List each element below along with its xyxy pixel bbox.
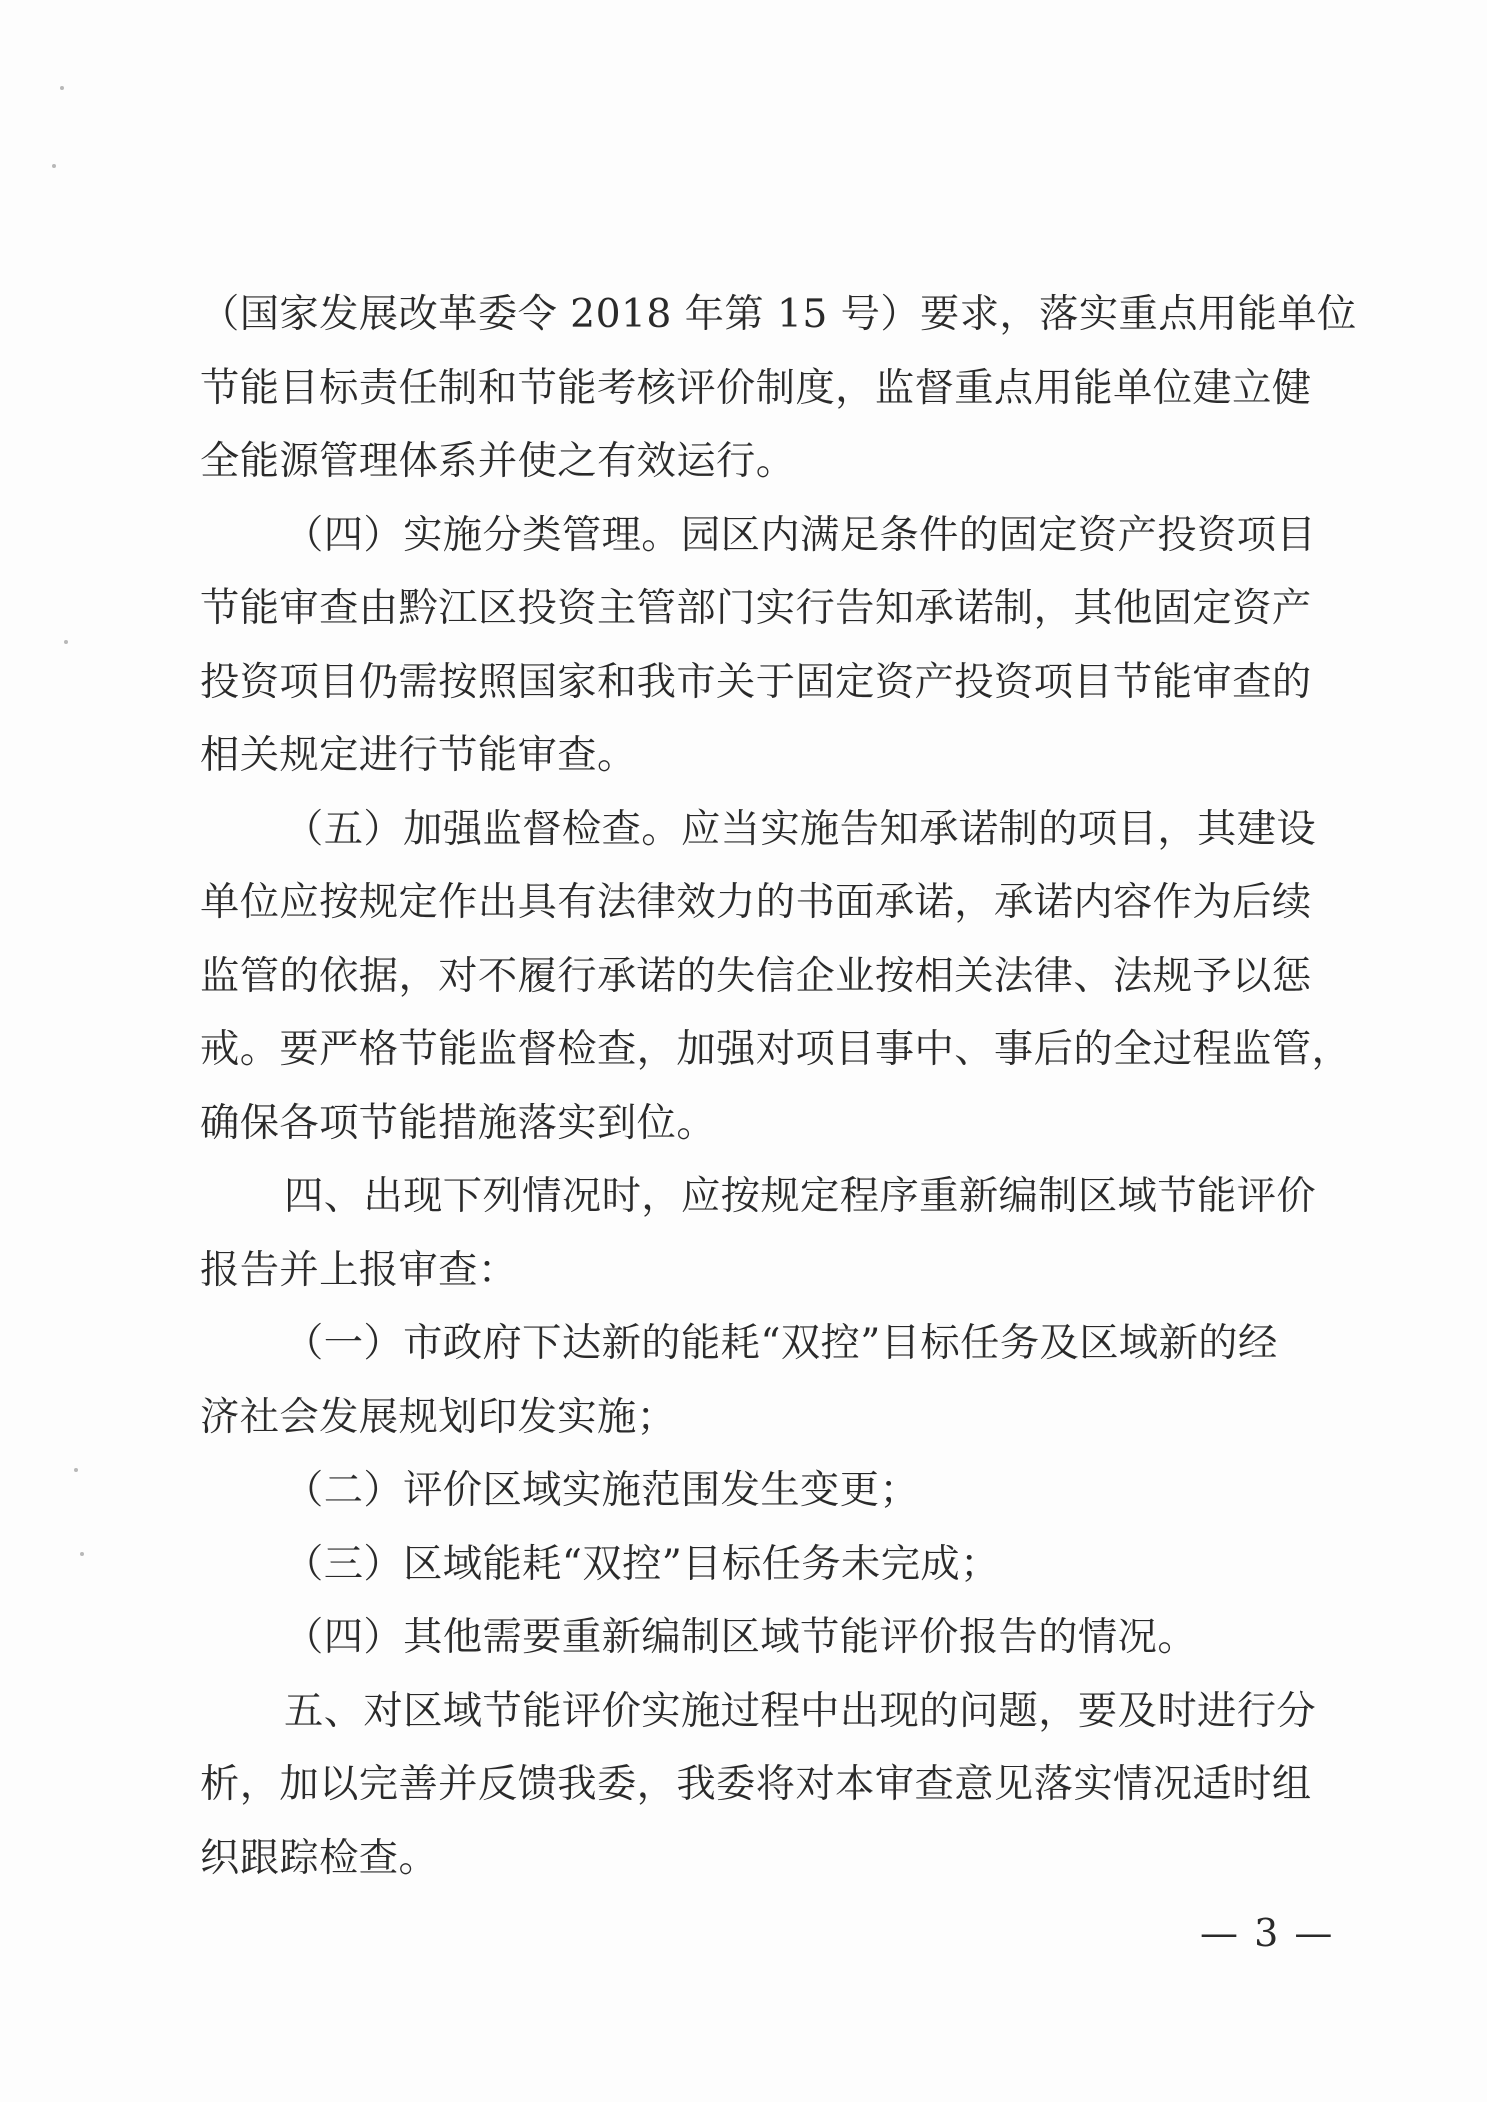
text-line: 报告并上报审查： <box>200 1247 518 1293</box>
text-line: 监管的依据，对不履行承诺的失信企业按相关法律、法规予以惩 <box>200 953 1312 999</box>
text-line: 单位应按规定作出具有法律效力的书面承诺，承诺内容作为后续 <box>200 880 1312 925</box>
text-line: 投资项目仍需按照国家和我市关于固定资产投资项目节能审查的 <box>200 659 1312 705</box>
text-line: （五）加强监督检查。应当实施告知承诺制的项目，其建设 <box>284 806 1317 852</box>
text-line: （四）其他需要重新编制区域节能评价报告的情况。 <box>284 1615 1198 1660</box>
page-number: — 3 — <box>1200 1911 1335 1955</box>
text-line: 析，加以完善并反馈我委，我委将对本审查意见落实情况适时组 <box>200 1762 1312 1807</box>
text-line: （二）评价区域实施范围发生变更； <box>284 1468 920 1513</box>
text-line: （三）区域能耗“双控”目标任务未完成； <box>284 1541 1000 1587</box>
text-line: 相关规定进行节能审查。 <box>200 733 637 778</box>
text-line: 织跟踪检查。 <box>200 1835 439 1881</box>
text-line: （一）市政府下达新的能耗“双控”目标任务及区域新的经 <box>284 1321 1278 1366</box>
text-line: 五、对区域节能评价实施过程中出现的问题，要及时进行分 <box>284 1688 1317 1734</box>
document-body <box>200 278 1357 1895</box>
text-line: 确保各项节能措施落实到位。 <box>200 1100 717 1146</box>
text-line: 戒。要严格节能监督检查，加强对项目事中、事后的全过程监管， <box>200 1027 1352 1072</box>
text-line: （四）实施分类管理。园区内满足条件的固定资产投资项目 <box>284 512 1317 558</box>
scan-speck <box>64 640 68 644</box>
text-line: 济社会发展规划印发实施； <box>200 1394 677 1440</box>
scan-speck <box>60 86 64 90</box>
text-line: 节能目标责任制和节能考核评价制度，监督重点用能单位建立健 <box>200 365 1312 411</box>
scan-speck <box>74 1468 78 1472</box>
text-line: 全能源管理体系并使之有效运行。 <box>200 439 796 484</box>
text-line: 节能审查由黔江区投资主管部门实行告知承诺制，其他固定资产 <box>200 586 1312 631</box>
scan-speck <box>52 164 56 168</box>
text-line: 四、出现下列情况时，应按规定程序重新编制区域节能评价 <box>284 1174 1317 1219</box>
scan-speck <box>80 1552 84 1556</box>
text-line: （国家发展改革委令 2018 年第 15 号）要求，落实重点用能单位 <box>200 292 1357 337</box>
